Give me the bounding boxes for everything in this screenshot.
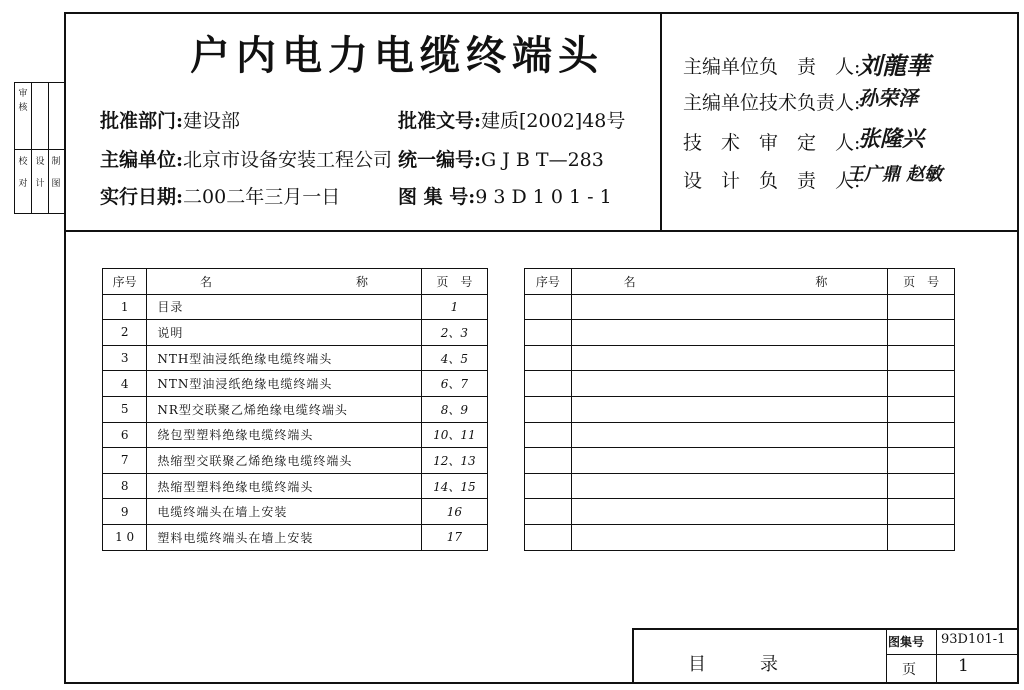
margin-label: 图	[51, 179, 61, 189]
table-row: 8 热缩型塑料绝缘电缆终端头 14、15	[103, 473, 488, 499]
table-row	[525, 294, 955, 320]
col-name-header: 名 称	[571, 269, 888, 295]
table-row	[525, 371, 955, 397]
table-header-row	[103, 269, 488, 295]
table-row: 1 0 塑料电缆终端头在墙上安装 17	[103, 524, 488, 550]
signature: 刘龍華	[858, 51, 930, 80]
editor-unit: 主编单位:北京市设备安装工程公司	[100, 149, 393, 171]
effective-date: 实行日期:二00二年三月一日	[100, 186, 341, 208]
margin-label: 审	[18, 89, 28, 99]
margin-label: 校	[18, 157, 28, 167]
table-row: 1 目录 1	[103, 294, 488, 320]
atlas-no-value: 93D101-1	[941, 632, 1006, 647]
header-split	[660, 12, 662, 231]
responsible-role: 主编单位技术负责人:	[683, 92, 861, 114]
col-no-header: 序号	[525, 269, 572, 295]
page-label: 页	[902, 662, 916, 678]
margin-label: 核	[18, 103, 28, 113]
header-divider	[64, 230, 1019, 232]
table-row	[525, 345, 955, 371]
table-row	[525, 320, 955, 346]
table-row: 2 说明 2、3	[103, 320, 488, 346]
col-no-header: 序号	[103, 269, 147, 295]
table-row	[525, 524, 955, 550]
signature: 孙荣泽	[858, 86, 918, 110]
approval-dept: 批准部门:建设部	[100, 110, 241, 132]
table-row: 9 电缆终端头在墙上安装 16	[103, 499, 488, 525]
margin-label: 对	[18, 179, 28, 189]
col-name-header: 名 称	[147, 269, 421, 295]
signature: 张隆兴	[858, 126, 925, 152]
page-number: 1	[958, 656, 969, 676]
atlas-no: 图 集 号:9 3 D 1 0 1 - 1	[398, 186, 612, 208]
responsible-role: 设 计 负 责 人:	[683, 170, 861, 192]
responsible-role: 技 术 审 定 人:	[683, 132, 861, 154]
responsible-role: 主编单位负 责 人:	[683, 56, 861, 78]
margin-label: 设	[35, 157, 45, 167]
signature: 王广鼎 赵敏	[846, 164, 943, 185]
atlas-no-label: 图集号	[888, 635, 925, 649]
table-row: 3 NTH型油浸纸绝缘电缆终端头 4、5	[103, 345, 488, 371]
table-row	[525, 422, 955, 448]
drawing-name: 目 录	[688, 654, 778, 675]
contents-table	[102, 268, 488, 551]
table-row: 5 NR型交联聚乙烯绝缘电缆终端头 8、9	[103, 396, 488, 422]
contents-table-right	[524, 268, 955, 551]
col-page-header: 页 号	[421, 269, 487, 295]
margin-approval-strip	[14, 82, 64, 214]
table-row	[525, 396, 955, 422]
margin-label: 计	[35, 179, 45, 189]
unified-no: 统一编号:G J B T—283	[398, 149, 604, 171]
table-row: 6 绕包型塑料绝缘电缆终端头 10、11	[103, 422, 488, 448]
table-row	[525, 448, 955, 474]
margin-label: 制	[51, 157, 61, 167]
table-row	[525, 473, 955, 499]
approval-doc: 批准文号:建质[2002]48号	[398, 110, 626, 132]
table-row: 7 热缩型交联聚乙烯绝缘电缆终端头 12、13	[103, 448, 488, 474]
table-row: 4 NTN型油浸纸绝缘电缆终端头 6、7	[103, 371, 488, 397]
table-row	[525, 499, 955, 525]
col-page-header: 页 号	[888, 269, 955, 295]
page-title: 户内电力电缆终端头	[190, 32, 604, 79]
table-header-row	[525, 269, 955, 295]
